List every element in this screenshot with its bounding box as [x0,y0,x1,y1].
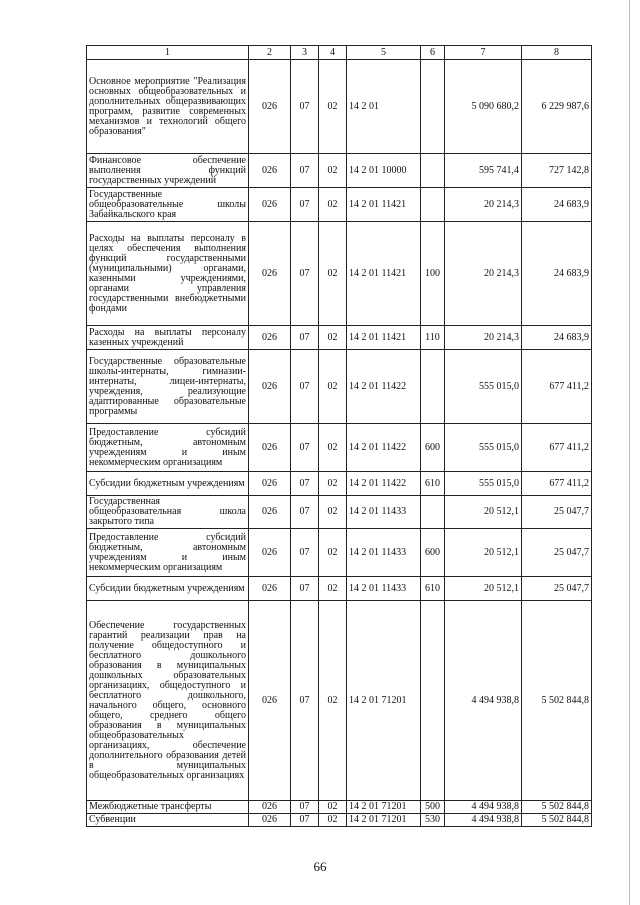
section-code: 07 [291,496,319,529]
table-row [87,801,592,814]
section-code: 07 [291,222,319,326]
subsection-code: 02 [319,814,347,827]
amount-col8: 25 047,7 [522,496,592,529]
col-header: 2 [249,46,291,60]
section-code: 07 [291,472,319,496]
table-row [87,496,592,529]
subsection-code: 02 [319,472,347,496]
table-row [87,326,592,350]
col-header: 4 [319,46,347,60]
row-name: Субвенции [87,814,249,827]
table-row [87,472,592,496]
amount-col7: 5 090 680,2 [445,60,522,154]
header-row [87,46,592,60]
expense-type-code: 530 [421,814,445,827]
row-name: Субсидии бюджетным учреждениям [87,472,249,496]
table-row [87,424,592,472]
ministry-code: 026 [249,60,291,154]
amount-col7: 4 494 938,8 [445,801,522,814]
expense-type-code [421,188,445,222]
amount-col8: 24 683,9 [522,188,592,222]
row-name: Государственная общеобразовательная школа закрытого типа [87,496,249,529]
amount-col7: 20 214,3 [445,188,522,222]
target-article-code: 14 2 01 11433 [347,577,421,601]
section-code: 07 [291,577,319,601]
target-article-code: 14 2 01 71201 [347,601,421,801]
amount-col7: 20 512,1 [445,577,522,601]
target-article-code: 14 2 01 11422 [347,350,421,424]
expense-type-code: 100 [421,222,445,326]
table-row [87,577,592,601]
subsection-code: 02 [319,577,347,601]
expense-type-code: 610 [421,577,445,601]
amount-col8: 24 683,9 [522,222,592,326]
ministry-code: 026 [249,472,291,496]
table-row [87,188,592,222]
col-header: 8 [522,46,592,60]
section-code: 07 [291,801,319,814]
ministry-code: 026 [249,601,291,801]
amount-col8: 25 047,7 [522,577,592,601]
target-article-code: 14 2 01 11421 [347,222,421,326]
page-number: 66 [313,859,327,874]
amount-col8: 677 411,2 [522,472,592,496]
amount-col7: 555 015,0 [445,350,522,424]
amount-col8: 24 683,9 [522,326,592,350]
amount-col8: 5 502 844,8 [522,601,592,801]
section-code: 07 [291,601,319,801]
row-name: Расходы на выплаты персоналу в целях обеспечения выполнения функций государственными (муниципальными) органами, казенными учреждениями, органами управления государственными внебюджетными фондами [87,222,249,326]
scan-edge-line [629,0,630,905]
section-code: 07 [291,326,319,350]
table-row [87,154,592,188]
subsection-code: 02 [319,60,347,154]
subsection-code: 02 [319,188,347,222]
row-name: Расходы на выплаты персоналу казенных учреждений [87,326,249,350]
subsection-code: 02 [319,326,347,350]
target-article-code: 14 2 01 11421 [347,326,421,350]
ministry-code: 026 [249,326,291,350]
col-header: 6 [421,46,445,60]
ministry-code: 026 [249,424,291,472]
subsection-code: 02 [319,350,347,424]
target-article-code: 14 2 01 11433 [347,496,421,529]
section-code: 07 [291,424,319,472]
row-name: Финансовое обеспечение выполнения функций государственных учреждений [87,154,249,188]
subsection-code: 02 [319,529,347,577]
table-row [87,222,592,326]
row-name: Предоставление субсидий бюджетным, автономным учреждениям и иным некоммерческим организациям [87,529,249,577]
expense-type-code [421,601,445,801]
target-article-code: 14 2 01 71201 [347,801,421,814]
amount-col8: 5 502 844,8 [522,801,592,814]
expense-type-code: 610 [421,472,445,496]
subsection-code: 02 [319,222,347,326]
target-article-code: 14 2 01 71201 [347,814,421,827]
section-code: 07 [291,188,319,222]
table-row [87,529,592,577]
row-name: Государственные общеобразовательные школы Забайкальского края [87,188,249,222]
target-article-code: 14 2 01 11421 [347,188,421,222]
expense-type-code: 110 [421,326,445,350]
amount-col8: 6 229 987,6 [522,60,592,154]
col-header: 5 [347,46,421,60]
row-name: Обеспечение государственных гарантий реализации прав на получение общедоступного и бесплатного дошкольного образования в муниципальных дошкольных образовательных организациях, общедоступного и бесплатного дошкольного, начального общего, основного общего, среднего общего образования в муниципальных общеобразовательных организациях, обеспечение дополнительного образования детей в муниципальных общеобразовательных организациях [87,601,249,801]
subsection-code: 02 [319,154,347,188]
subsection-code: 02 [319,496,347,529]
section-code: 07 [291,154,319,188]
section-code: 07 [291,60,319,154]
expense-type-code: 600 [421,424,445,472]
expense-type-code: 500 [421,801,445,814]
row-name: Субсидии бюджетным учреждениям [87,577,249,601]
row-name: Государственные образовательные школы-интернаты, гимназии-интернаты, лицеи-интернаты, учреждения, реализующие адаптированные образовательные программы [87,350,249,424]
amount-col7: 555 015,0 [445,424,522,472]
expense-type-code [421,496,445,529]
ministry-code: 026 [249,577,291,601]
col-header: 7 [445,46,522,60]
amount-col7: 20 214,3 [445,326,522,350]
amount-col7: 20 214,3 [445,222,522,326]
row-name: Предоставление субсидий бюджетным, автономным учреждениям и иным некоммерческим организациям [87,424,249,472]
amount-col7: 4 494 938,8 [445,814,522,827]
expense-type-code: 600 [421,529,445,577]
amount-col7: 555 015,0 [445,472,522,496]
budget-table [86,45,592,827]
target-article-code: 14 2 01 11422 [347,472,421,496]
table-row [87,814,592,827]
ministry-code: 026 [249,814,291,827]
amount-col7: 595 741,4 [445,154,522,188]
amount-col8: 677 411,2 [522,424,592,472]
amount-col8: 25 047,7 [522,529,592,577]
amount-col8: 5 502 844,8 [522,814,592,827]
amount-col8: 677 411,2 [522,350,592,424]
ministry-code: 026 [249,222,291,326]
amount-col7: 20 512,1 [445,529,522,577]
section-code: 07 [291,350,319,424]
table-row [87,350,592,424]
target-article-code: 14 2 01 10000 [347,154,421,188]
ministry-code: 026 [249,529,291,577]
row-name: Основное мероприятие "Реализация основных общеобразовательных и дополнительных общеразвивающих программ, развитие современных механизмов и технологий общего образования" [87,60,249,154]
amount-col7: 4 494 938,8 [445,601,522,801]
expense-type-code [421,154,445,188]
ministry-code: 026 [249,350,291,424]
section-code: 07 [291,814,319,827]
ministry-code: 026 [249,496,291,529]
target-article-code: 14 2 01 11422 [347,424,421,472]
ministry-code: 026 [249,154,291,188]
expense-type-code [421,60,445,154]
row-name: Межбюджетные трансферты [87,801,249,814]
target-article-code: 14 2 01 11433 [347,529,421,577]
ministry-code: 026 [249,801,291,814]
expense-type-code [421,350,445,424]
col-header: 1 [87,46,249,60]
target-article-code: 14 2 01 [347,60,421,154]
ministry-code: 026 [249,188,291,222]
subsection-code: 02 [319,801,347,814]
subsection-code: 02 [319,424,347,472]
section-code: 07 [291,529,319,577]
subsection-code: 02 [319,601,347,801]
table-row [87,60,592,154]
table-row [87,601,592,801]
amount-col7: 20 512,1 [445,496,522,529]
amount-col8: 727 142,8 [522,154,592,188]
col-header: 3 [291,46,319,60]
